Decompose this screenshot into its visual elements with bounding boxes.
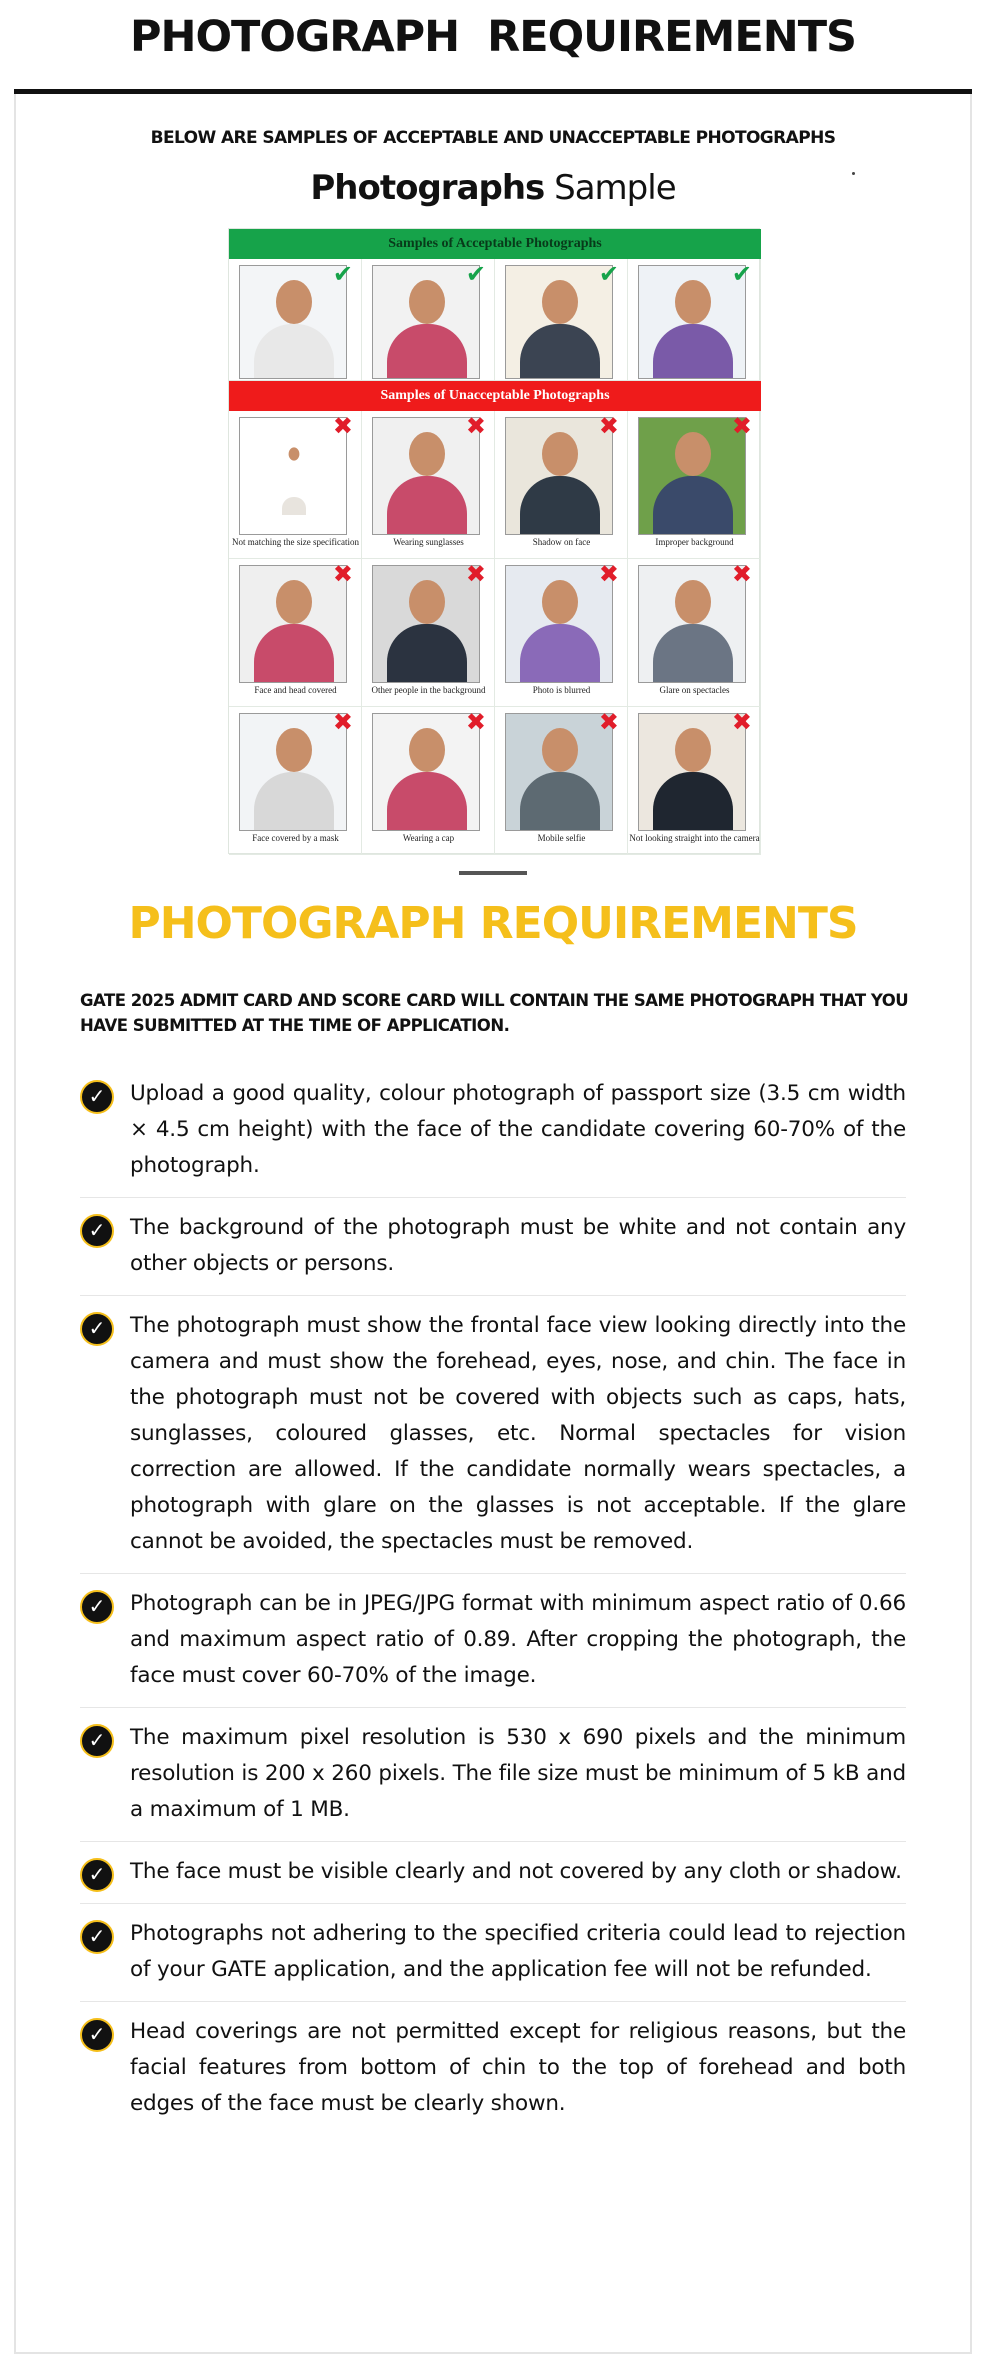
portrait-photo xyxy=(638,713,746,831)
requirement-text: Head coverings are not permitted except for religious reasons, but the facial features from bottom of chin to the top of forehead and both edges of the face must be clearly shown. xyxy=(130,2019,906,2116)
check-mark-icon: ✔ xyxy=(598,261,619,288)
requirement-item xyxy=(80,1574,906,1708)
cross-mark-icon: ✖ xyxy=(465,709,486,736)
face-shape xyxy=(276,280,312,324)
face-shape xyxy=(675,280,711,324)
shoulders-shape xyxy=(254,772,334,831)
requirement-item xyxy=(80,1708,906,1842)
unacceptable-band: Samples of Unacceptable Photographs xyxy=(229,381,761,411)
portrait-photo xyxy=(372,417,480,535)
portrait-photo xyxy=(505,417,613,535)
acceptable-photo-cell xyxy=(628,259,761,381)
cross-mark-icon: ✖ xyxy=(332,709,353,736)
face-shape xyxy=(409,728,445,772)
unacceptable-photo-cell xyxy=(628,707,761,855)
shoulders-shape xyxy=(254,324,334,379)
photo-caption: Face covered by a mask xyxy=(252,833,339,843)
cross-mark-icon: ✖ xyxy=(598,413,619,440)
samples-caption: BELOW ARE SAMPLES OF ACCEPTABLE AND UNACCEPTABLE PHOTOGRAPHS xyxy=(150,128,836,148)
cross-mark-icon: ✖ xyxy=(598,561,619,588)
face-shape xyxy=(276,580,312,624)
requirements-heading: PHOTOGRAPH REQUIREMENTS xyxy=(128,898,858,949)
photo-samples-image xyxy=(228,228,760,854)
requirement-text: The maximum pixel resolution is 530 x 690 pixels and the minimum resolution is 200 x 260 pixels. The file size must be minimum of 5 kB and a maximum of 1 MB. xyxy=(130,1725,906,1822)
unacceptable-photo-cell xyxy=(362,411,495,559)
requirement-text: The background of the photograph must be white and not contain any other objects or persons. xyxy=(130,1215,906,1276)
acceptable-band: Samples of Acceptable Photographs xyxy=(229,229,761,259)
photo-caption: Photo is blurred xyxy=(532,685,591,695)
acceptable-photo-cell xyxy=(229,259,362,381)
cross-mark-icon: ✖ xyxy=(332,413,353,440)
cross-mark-icon: ✖ xyxy=(731,413,752,440)
shoulders-shape xyxy=(520,772,600,831)
cross-mark-icon: ✖ xyxy=(465,413,486,440)
shoulders-shape xyxy=(653,476,733,535)
photo-caption: Mobile selfie xyxy=(537,833,586,843)
samples-heading-bold: Photographs xyxy=(310,168,545,208)
requirement-text: Photographs not adhering to the specified criteria could lead to rejection of your GATE application, and the application fee will not be refunded. xyxy=(130,1921,906,1982)
photo-caption: Not matching the size specification xyxy=(232,537,359,547)
face-shape xyxy=(542,580,578,624)
portrait-photo xyxy=(239,417,347,535)
shoulders-shape xyxy=(653,624,733,683)
photo-caption: Wearing sunglasses xyxy=(393,537,464,547)
check-circle-icon: ✓ xyxy=(80,1312,114,1346)
portrait-photo xyxy=(239,265,347,379)
photo-caption: Improper background xyxy=(655,537,734,547)
shoulders-shape xyxy=(653,324,733,379)
face-shape xyxy=(542,728,578,772)
requirement-item xyxy=(80,1904,906,2002)
unacceptable-photo-cell xyxy=(495,707,628,855)
unacceptable-photo-cell xyxy=(362,559,495,707)
face-shape xyxy=(675,580,711,624)
check-mark-icon: ✔ xyxy=(332,261,353,288)
unacceptable-photo-cell xyxy=(362,707,495,855)
check-circle-icon: ✓ xyxy=(80,1080,114,1114)
requirement-item xyxy=(80,1198,906,1296)
requirement-text: The face must be visible clearly and not covered by any cloth or shadow. xyxy=(130,1859,902,1884)
cross-mark-icon: ✖ xyxy=(731,709,752,736)
requirement-item xyxy=(80,1064,906,1198)
photo-caption: Face and head covered xyxy=(254,685,337,695)
cross-mark-icon: ✖ xyxy=(465,561,486,588)
unacceptable-photo-cell xyxy=(628,559,761,707)
shoulders-shape xyxy=(282,497,306,515)
face-shape xyxy=(409,280,445,324)
portrait-photo xyxy=(638,417,746,535)
acceptable-photo-cell xyxy=(362,259,495,381)
samples-heading-light: Sample xyxy=(554,168,676,208)
portrait-photo xyxy=(505,713,613,831)
check-mark-icon: ✔ xyxy=(465,261,486,288)
shoulders-shape xyxy=(520,324,600,379)
check-circle-icon: ✓ xyxy=(80,2018,114,2052)
section-divider xyxy=(459,871,527,875)
portrait-photo xyxy=(638,565,746,683)
unacceptable-photo-cell xyxy=(229,411,362,559)
shoulders-shape xyxy=(387,476,467,535)
portrait-photo xyxy=(638,265,746,379)
photo-caption: Other people in the background xyxy=(371,685,486,695)
check-circle-icon: ✓ xyxy=(80,1858,114,1892)
page-title: PHOTOGRAPH REQUIREMENTS xyxy=(130,12,856,62)
face-shape xyxy=(289,447,300,460)
photo-caption: Glare on spectacles xyxy=(659,685,730,695)
shoulders-shape xyxy=(254,624,334,683)
requirements-intro: GATE 2025 ADMIT CARD AND SCORE CARD WILL CONTAIN THE SAME PHOTOGRAPH THAT YOU HAVE SUBMITTED AT THE TIME OF APPLICATION. xyxy=(80,991,909,1035)
check-circle-icon: ✓ xyxy=(80,1590,114,1624)
unacceptable-photo-cell xyxy=(495,411,628,559)
photo-caption: Shadow on face xyxy=(532,537,591,547)
face-shape xyxy=(542,280,578,324)
portrait-photo xyxy=(372,565,480,683)
requirements-list xyxy=(80,1064,906,2135)
requirement-text: The photograph must show the frontal face view looking directly into the camera and must show the forehead, eyes, nose, and chin. The face in the photograph must not be covered with objects such as caps, hats, sunglasses, coloured glasses, etc. Normal spectacles for vision correction are allowed. If the candidate normally wears spectacles, a photograph with glare on the glasses is not acceptable. If the glare cannot be avoided, the spectacles must be removed. xyxy=(130,1313,906,1554)
face-shape xyxy=(409,580,445,624)
shoulders-shape xyxy=(387,624,467,683)
face-shape xyxy=(542,432,578,476)
photo-caption: Not looking straight into the camera xyxy=(629,833,760,843)
face-shape xyxy=(276,728,312,772)
check-circle-icon: ✓ xyxy=(80,1724,114,1758)
face-shape xyxy=(409,432,445,476)
shoulders-shape xyxy=(653,772,733,831)
requirement-item xyxy=(80,2002,906,2135)
cross-mark-icon: ✖ xyxy=(731,561,752,588)
unacceptable-photo-cell xyxy=(229,707,362,855)
requirement-text: Photograph can be in JPEG/JPG format with minimum aspect ratio of 0.66 and maximum aspect ratio of 0.89. After cropping the photograph, the face must cover 60-70% of the image. xyxy=(130,1591,906,1688)
shoulders-shape xyxy=(387,772,467,831)
shoulders-shape xyxy=(387,324,467,379)
photo-caption: Wearing a cap xyxy=(402,833,455,843)
requirement-item xyxy=(80,1842,906,1904)
shoulders-shape xyxy=(520,476,600,535)
acceptable-photo-cell xyxy=(495,259,628,381)
unacceptable-photo-cell xyxy=(229,559,362,707)
samples-heading xyxy=(0,168,986,208)
cross-mark-icon: ✖ xyxy=(598,709,619,736)
requirement-text: Upload a good quality, colour photograph of passport size (3.5 cm width × 4.5 cm height) with the face of the candidate covering 60-70% of the photograph. xyxy=(130,1081,906,1178)
portrait-photo xyxy=(372,265,480,379)
face-shape xyxy=(675,728,711,772)
face-shape xyxy=(675,432,711,476)
check-circle-icon: ✓ xyxy=(80,1920,114,1954)
check-mark-icon: ✔ xyxy=(731,261,752,288)
portrait-photo xyxy=(239,565,347,683)
check-circle-icon: ✓ xyxy=(80,1214,114,1248)
unacceptable-photo-cell xyxy=(628,411,761,559)
portrait-photo xyxy=(239,713,347,831)
shoulders-shape xyxy=(520,624,600,683)
cross-mark-icon: ✖ xyxy=(332,561,353,588)
portrait-photo xyxy=(505,265,613,379)
portrait-photo xyxy=(505,565,613,683)
portrait-photo xyxy=(372,713,480,831)
unacceptable-photo-cell xyxy=(495,559,628,707)
requirement-item xyxy=(80,1296,906,1574)
